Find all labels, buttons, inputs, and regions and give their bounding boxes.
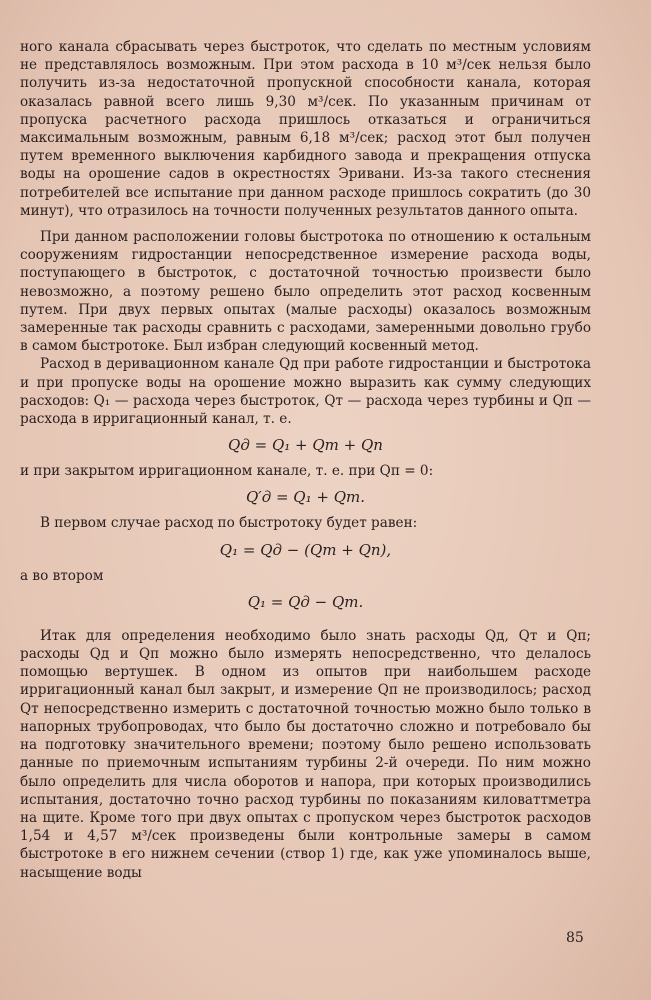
formula-first-case: Q₁ = Qд − (Qт + Qп),: [219, 540, 392, 559]
paragraph-measurement-method: При данном расположении головы быстротока по отношению к остальным сооружениям гидростанции непосредственное измерение расхода воды, поступающего в быстроток, с достаточной точностью произвести было невозможно, а поэтому решено было определить этот расход косвенным путем. При двух первых опытах (малые расходы) оказалось возможным замеренные так расходы сравнить с расходами, замеренными довольно грубо в самом быстротоке. Был избран следующий косвенный метод.: [20, 229, 591, 355]
paragraph-flow-sum: Расход в деривационном канале Qд при работе гидростанции и быстротока и при пропуске воды на орошение можно выразить как сумму следующих расходов: Q₁ — расхода через быстроток, Qт — расхода через турбины и Qп — расхода в ирригационный канал, т. е.: [20, 356, 591, 428]
paragraph-determination: Итак для определения необходимо было знать расходы Qд, Qт и Qп; расходы Qд и Qп можно было измерять непосредственно, что делалось помощью вертушек. В одном из опытов при наибольшем расходе ирригационный канал был закрыт, и измерение Qп не производилось; расход Qт непосредственно измерить с достаточной точностью можно было только в напорных трубопроводах, что было бы достаточно сложно и потребовало бы на подготовку значительного времени; поэтому было решено использовать данные по приемочным испытаниям турбины 2-й очереди. По ним можно было определить для числа оборотов и напора, при которых производились испытания, достаточно точно расход турбины по показаниям киловаттметра на щите. Кроме того при двух опытах с пропуском через быстроток расходов 1,54 и 4,57 м³/сек произведены были контрольные замеры в самом быстротоке в его нижнем сечении (створ 1) где, как уже упоминалось выше, насыщение воды: [20, 627, 591, 881]
paragraph-continuation: ного канала сбрасывать через быстроток, что сделать по местным условиям не представлялось возможным. При этом расхода в 10 м³/сек нельзя было получить из-за недостаточной пропускной способности канала, которая оказалась равной всего лишь 9,30 м³/сек. По указанным причинам от пропуска расчетного расхода пришлось отказаться и ограничиться максимальным возможным, равным 6,18 м³/сек; расход этот был получен путем временного выключения карбидного завода и прекращения отпуска воды на орошение садов в окрестностях Эривани. Из-за такого стеснения потребителей все испытание при данном расходе пришлось сократить (до 30 минут), что отразилось на точности полученных результатов данного опыта.: [20, 39, 591, 219]
formula-second-case: Q₁ = Qд − Qт.: [247, 592, 364, 611]
formula-total-flow: Qд = Q₁ + Qт + Qп: [228, 436, 383, 455]
page-text: [20, 38, 591, 882]
paragraph-second-case: а во втором: [20, 567, 104, 584]
formula-closed-canal: Q′д = Q₁ + Qт.: [245, 488, 366, 507]
page-number: 85: [566, 930, 584, 946]
paragraph-closed-canal: и при закрытом ирригационном канале, т. е. при Qп = 0:: [20, 463, 434, 480]
paragraph-first-case: В первом случае расход по быстротоку будет равен:: [40, 515, 418, 532]
